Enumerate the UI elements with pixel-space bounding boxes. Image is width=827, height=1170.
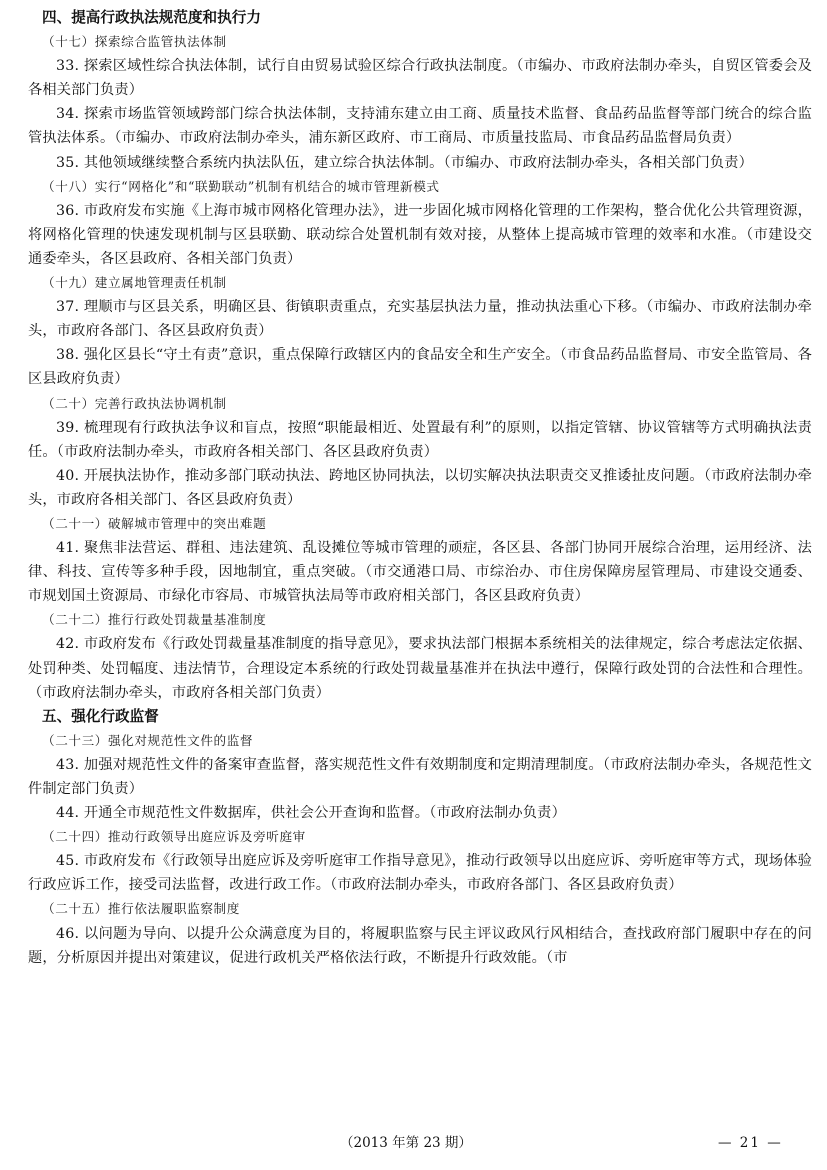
subsection-heading-19: （十九）建立属地管理责任机制 — [42, 275, 227, 291]
subsection-heading-23: （二十三）强化对规范性文件的监督 — [42, 732, 254, 748]
paragraph-35: 35. 其他领域继续整合系统内执法队伍，建立综合执法体制。（市编办、市政府法制办牵头，各相关部门负责） — [56, 154, 753, 171]
section-heading-5: 五、强化行政监督 — [42, 707, 159, 725]
paragraph-42: 42. 市政府发布《行政处罚裁量基准制度的指导意见》，要求执法部门根据本系统相关的法律规定，综合考虑法定依据、处罚种类、处罚幅度、违法情节，合理设定本系统的行政处罚裁量基准并在执法中遵行，保障行政处罚的合法性和合理性。（市政府法制办牵头，市政府各相关部门负责） — [28, 636, 812, 701]
paragraph-39: 39. 梳理现有行政执法争议和盲点，按照“职能最相近、处置最有利”的原则，以指定管辖、协议管辖等方式明确执法责任。（市政府法制办牵头，市政府各相关部门、各区县政府负责） — [28, 419, 812, 460]
subsection-heading-17: （十七）探索综合监管执法体制 — [42, 34, 227, 50]
subsection-heading-24: （二十四）推动行政领导出庭应诉及旁听庭审 — [42, 829, 306, 845]
page-number: — 21 — — [718, 1135, 783, 1151]
paragraph-34: 34. 探索市场监管领域跨部门综合执法体制，支持浦东建立由工商、质量技术监督、食品药品监督等部门统合的综合监管执法体系。（市编办、市政府法制办牵头，浦东新区政府、市工商局、市质量技监局、市食品药品监督局负责） — [28, 106, 812, 147]
paragraph-44: 44. 开通全市规范性文件数据库，供社会公开查询和监督。（市政府法制办负责） — [56, 805, 566, 822]
paragraph-33: 33. 探索区域性综合执法体制，试行自由贸易试验区综合行政执法制度。（市编办、市政府法制办牵头，自贸区管委会及各相关部门负责） — [28, 58, 812, 99]
document-body — [28, 6, 812, 970]
paragraph-36: 36. 市政府发布实施《上海市城市网格化管理办法》，进一步固化城市网格化管理的工作架构，整合优化公共管理资源，将网格化管理的快速发现机制与区县联勤、联动综合处置机制有效对接，从整体上提高城市管理的效率和水准。（市建设交通委牵头，各区县政府、各相关部门负责） — [28, 202, 812, 267]
page-footer — [0, 1131, 827, 1155]
paragraph-38: 38. 强化区县长“守土有责”意识，重点保障行政辖区内的食品安全和生产安全。（市食品药品监督局、市安全监管局、各区县政府负责） — [28, 347, 812, 388]
paragraph-43: 43. 加强对规范性文件的备案审查监督，落实规范性文件有效期制度和定期清理制度。（市政府法制办牵头，各规范性文件制定部门负责） — [28, 756, 812, 797]
subsection-heading-25: （二十五）推行依法履职监察制度 — [42, 901, 240, 917]
paragraph-45: 45. 市政府发布《行政领导出庭应诉及旁听庭审工作指导意见》，推动行政领导以出庭应诉、旁听庭审等方式，现场体验行政应诉工作，接受司法监督，改进行政工作。（市政府法制办牵头，市政府各部门、各区县政府负责） — [28, 853, 812, 894]
paragraph-41: 41. 聚焦非法营运、群租、违法建筑、乱设摊位等城市管理的顽症，各区县、各部门协同开展综合治理，运用经济、法律、科技、宣传等多种手段，因地制宜，重点突破。（市交通港口局、市综治办、市住房保障房屋管理局、市建设交通委、市规划国土资源局、市绿化市容局、市城管执法局等市政府相关部门，各区县政府负责） — [28, 540, 812, 605]
paragraph-37: 37. 理顺市与区县关系，明确区县、街镇职责重点，充实基层执法力量，推动执法重心下移。（市编办、市政府法制办牵头，市政府各部门、各区县政府负责） — [28, 299, 812, 340]
subsection-heading-18: （十八）实行“网格化”和“联勤联动”机制有机结合的城市管理新模式 — [42, 178, 440, 194]
paragraph-40: 40. 开展执法协作，推动多部门联动执法、跨地区协同执法，以切实解决执法职责交叉推诿扯皮问题。（市政府法制办牵头，市政府各相关部门、各区县政府负责） — [28, 467, 812, 508]
issue-label: （2013 年第 23 期） — [340, 1135, 472, 1151]
paragraph-46: 46. 以问题为导向、以提升公众满意度为目的，将履职监察与民主评议政风行风相结合，查找政府部门履职中存在的问题，分析原因并提出对策建议，促进行政机关严格依法行政，不断提升行政效能。（市 — [28, 925, 812, 966]
section-heading-4: 四、提高行政执法规范度和执行力 — [42, 9, 261, 26]
subsection-heading-22: （二十二）推行行政处罚裁量基准制度 — [42, 612, 267, 628]
subsection-heading-21: （二十一）破解城市管理中的突出难题 — [42, 515, 267, 531]
subsection-heading-20: （二十）完善行政执法协调机制 — [42, 395, 227, 411]
